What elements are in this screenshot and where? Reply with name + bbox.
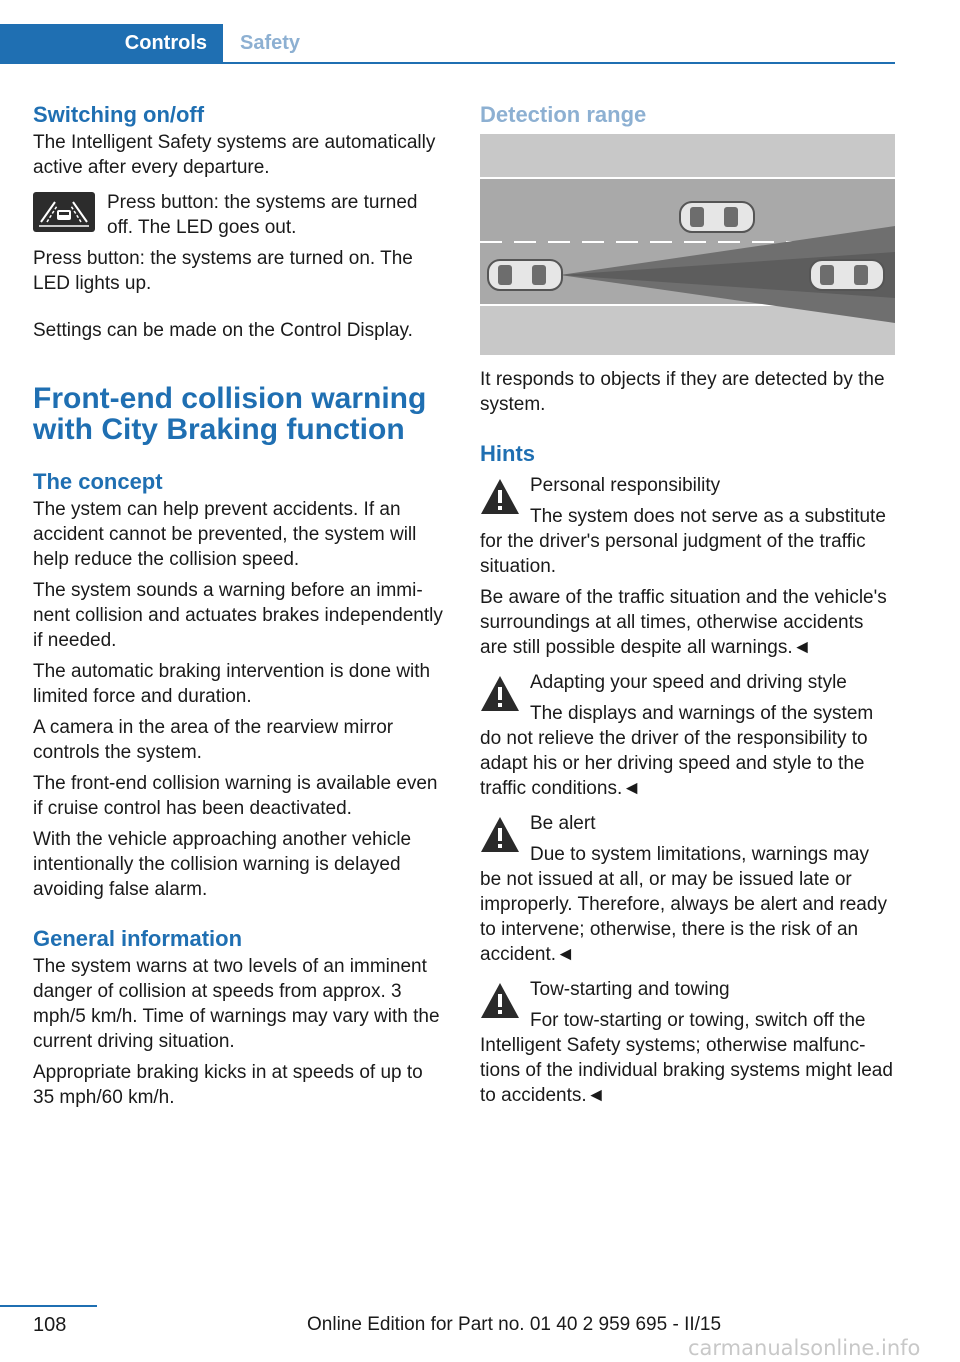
hint-personal-responsibility (480, 473, 895, 660)
concept-heading: The concept (33, 469, 163, 494)
hint-be-alert (480, 811, 895, 967)
detection-range-illustration (480, 134, 895, 355)
hints-heading: Hints (480, 441, 535, 466)
concept-paragraph: The ystem can help prevent accidents. If an accident cannot be prevented, the system will help reduce the collision speed. (33, 499, 417, 570)
intelligent-safety-button-icon (33, 192, 95, 232)
concept-paragraph: The front-end collision warning is available even if cruise control has been deactivated. (33, 773, 438, 819)
general-paragraph: Appropriate braking kicks in at speeds of up to 35 mph/60 km/h. (33, 1062, 423, 1108)
settings-text: Settings can be made on the Control Display. (33, 320, 413, 341)
hint-title: Personal responsibility (530, 475, 721, 496)
hint-first-line: Due to system limitations, warnings may be not issued at all, or may be issued late or improperly. Therefore, always be alert and ready to intervene; otherwise, there is the risk of an accident.◄ (480, 844, 887, 965)
footer-rule (0, 1305, 97, 1307)
button-on-text: Press button: the systems are turned on. The LED lights up. (33, 248, 413, 294)
page-number: 108 (33, 1314, 67, 1336)
concept-paragraph: The system sounds a warning before an imminent collision and actuates brakes independently if needed. (33, 580, 443, 651)
edition-text: Online Edition for Part no. 01 40 2 959 695 - II/15 (307, 1314, 722, 1335)
hint-title: Be alert (530, 813, 596, 834)
concept-paragraph: A camera in the area of the rearview mirror controls the system. (33, 717, 394, 763)
tab-safety[interactable]: Safety (240, 32, 301, 54)
hint-tow-starting (480, 977, 895, 1108)
right-column (480, 100, 895, 1108)
switching-text: The Intelligent Safety systems are automatically active after every departure. (33, 132, 436, 178)
button-off-text: Press button: the systems are turned off. The LED goes out. (107, 192, 418, 238)
hint-first-line: The displays and warnings of the system do not relieve the driver of the responsibility to adapt his or her driving speed and style to the traffic conditions.◄ (480, 703, 874, 799)
hint-adapting-speed (480, 670, 895, 801)
watermark: carmanualsonline.info (688, 1336, 921, 1360)
button-instruction (33, 190, 448, 240)
hint-title: Adapting your speed and driving style (530, 672, 847, 693)
left-column (33, 100, 448, 1110)
concept-paragraph: With the vehicle approaching another vehicle intentionally the collision warning is delayed avoiding false alarm. (33, 829, 412, 900)
car-icon (488, 260, 562, 290)
general-paragraph: The system warns at two levels of an imminent danger of collision at speeds from approx. 3 mph/5 km/h. Time of warnings may vary with the current driving situation. (33, 956, 440, 1052)
concept-paragraph: The automatic braking intervention is done with limited force and duration. (33, 661, 431, 707)
car-icon (680, 202, 754, 232)
detection-text: It responds to objects if they are detected by the system. (480, 369, 885, 415)
section-title: Front-end collision warning with City Braking function (33, 382, 427, 446)
tab-controls[interactable]: Controls (0, 24, 223, 62)
hint-text: Be aware of the traffic situation and the vehicle's surroundings at all times, otherwise accidents are still possible despite all warnings.◄ (480, 587, 887, 658)
hint-first-line: For tow-starting or towing, switch off the Intelligent Safety systems; otherwise malfunctions of the individual braking systems might lead to accidents.◄ (480, 1010, 893, 1106)
general-heading: General information (33, 926, 243, 951)
car-icon (810, 260, 884, 290)
switching-heading: Switching on/off (33, 102, 205, 127)
header-tabs (0, 24, 895, 64)
detection-heading: Detection range (480, 102, 647, 127)
hint-first-line: The system does not serve as a substitute for the driver's personal judgment of the traffic situation. (480, 506, 886, 577)
hint-title: Tow-starting and towing (530, 979, 730, 1000)
